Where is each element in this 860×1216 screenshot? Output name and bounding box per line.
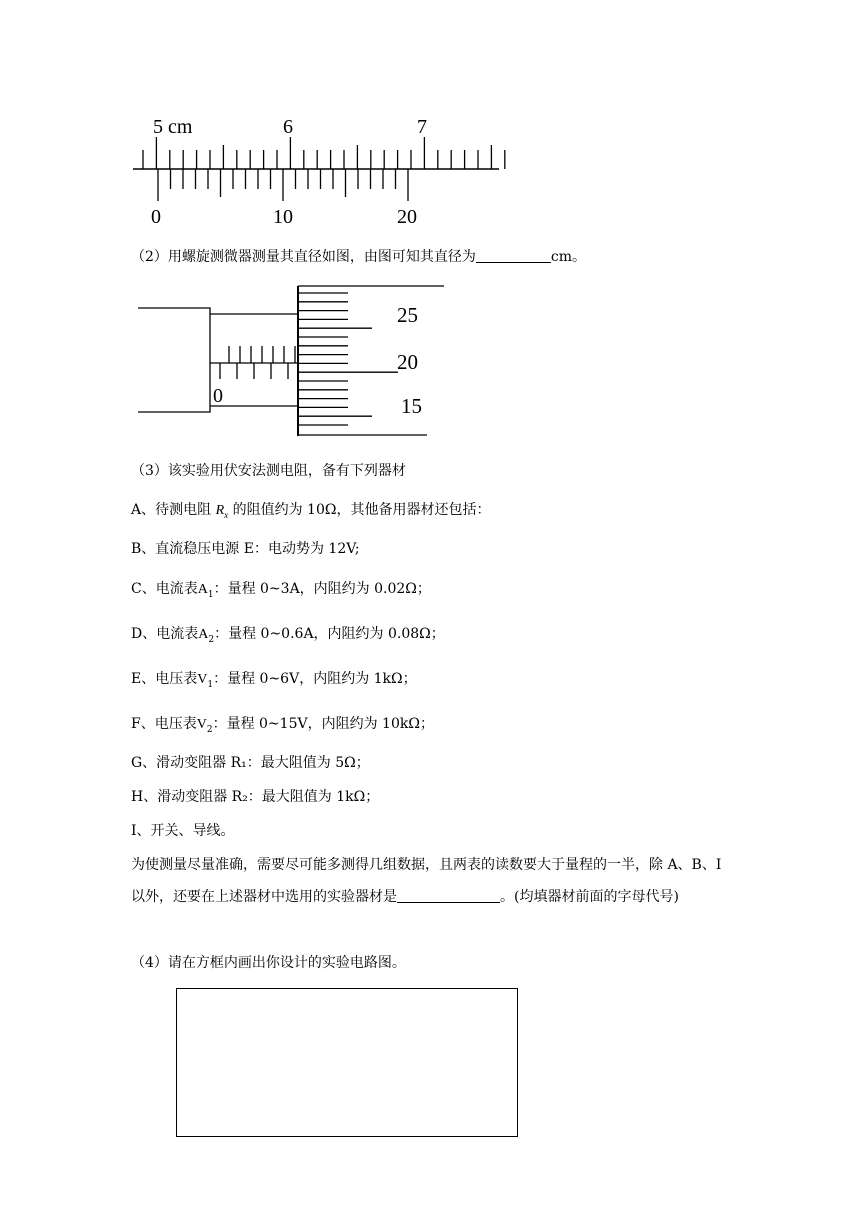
item-g: G、滑动变阻器 R₁：最大阻值为 5Ω；: [131, 755, 370, 771]
item-c-subscript: 1: [207, 589, 214, 600]
caliper-vernier-label-20: 20: [397, 206, 417, 228]
micrometer-figure: [0, 276, 860, 442]
item-c-prefix: C、电流表: [131, 581, 198, 597]
item-i: I、开关、导线。: [131, 823, 235, 839]
caliper-main-label-6: 6: [283, 116, 293, 138]
item-e-symbol: V: [197, 672, 208, 687]
item-a-suffix: 的阻值约为 10Ω，其他备用器材还包括：: [232, 502, 491, 518]
item-d: [131, 624, 445, 650]
item-d-subscript: 2: [208, 634, 215, 645]
micrometer-frame: [138, 308, 210, 412]
circuit-drawing-box[interactable]: [176, 988, 518, 1137]
question-3-instruction-text: 为使测量尽量准确，需要尽可能多测得几组数据，且两表的读数要大于量程的一半，除 A、B、I 以外，还要在上述器材中选用的实验器材是: [131, 857, 722, 905]
question-2-text: （2）用螺旋测微器测量其直径如图，由图可知其直径为: [131, 249, 476, 265]
item-a: [131, 500, 490, 525]
item-e: [131, 669, 417, 695]
answer-blank-equipment[interactable]: [397, 888, 500, 903]
micrometer-thimble-scale: [298, 293, 398, 425]
item-c: [131, 579, 431, 605]
question-4: （4）请在方框内画出你设计的实验电路图。: [131, 955, 406, 971]
answer-blank-diameter[interactable]: [476, 248, 551, 263]
caliper-vernier-label-10: 10: [273, 206, 293, 228]
question-2-unit: cm。: [550, 249, 587, 265]
question-3-instruction: [131, 849, 736, 913]
item-c-symbol: A: [197, 582, 208, 597]
caliper-vernier-label-0: 0: [151, 206, 161, 228]
item-e-subscript: 1: [207, 679, 214, 690]
question-3-instruction-tail: 。(均填器材前面的字母代号): [500, 889, 679, 905]
micrometer-thimble-label-25: 25: [397, 303, 418, 327]
item-f-subscript: 2: [206, 724, 213, 735]
item-f-suffix: ：量程 0~15V，内阻约为 10kΩ；: [212, 716, 434, 732]
micrometer-thimble-label-20: 20: [397, 350, 418, 374]
item-f-prefix: F、电压表: [131, 716, 197, 732]
micrometer-sleeve-label-0: 0: [213, 385, 223, 407]
item-d-suffix: ：量程 0~0.6A，内阻约为 0.08Ω；: [214, 626, 445, 642]
item-h: H、滑动变阻器 R₂：最大阻值为 1kΩ；: [131, 789, 380, 805]
question-3-intro: （3）该实验用伏安法测电阻，备有下列器材: [131, 463, 406, 479]
item-a-prefix: A、待测电阻: [131, 502, 212, 518]
item-d-symbol: A: [198, 627, 209, 642]
question-2: [131, 247, 586, 267]
item-f: [131, 714, 434, 740]
item-a-subscript: x: [224, 509, 229, 520]
micrometer-thimble-label-15: 15: [401, 394, 422, 418]
item-b: B、直流稳压电源 E：电动势为 12V;: [131, 541, 360, 557]
caliper-main-scale: [143, 137, 505, 169]
item-f-symbol: V: [196, 717, 207, 732]
caliper-main-label-5cm: 5 cm: [153, 116, 193, 138]
item-e-prefix: E、电压表: [131, 671, 198, 687]
vernier-caliper-figure: [0, 0, 860, 235]
caliper-main-label-7: 7: [417, 116, 427, 138]
caliper-vernier-scale: [158, 169, 408, 201]
item-c-suffix: ：量程 0~3A，内阻约为 0.02Ω；: [213, 581, 431, 597]
item-d-prefix: D、电流表: [131, 626, 199, 642]
item-e-suffix: ：量程 0~6V，内阻约为 1kΩ；: [213, 671, 417, 687]
item-a-symbol: R: [215, 503, 225, 518]
